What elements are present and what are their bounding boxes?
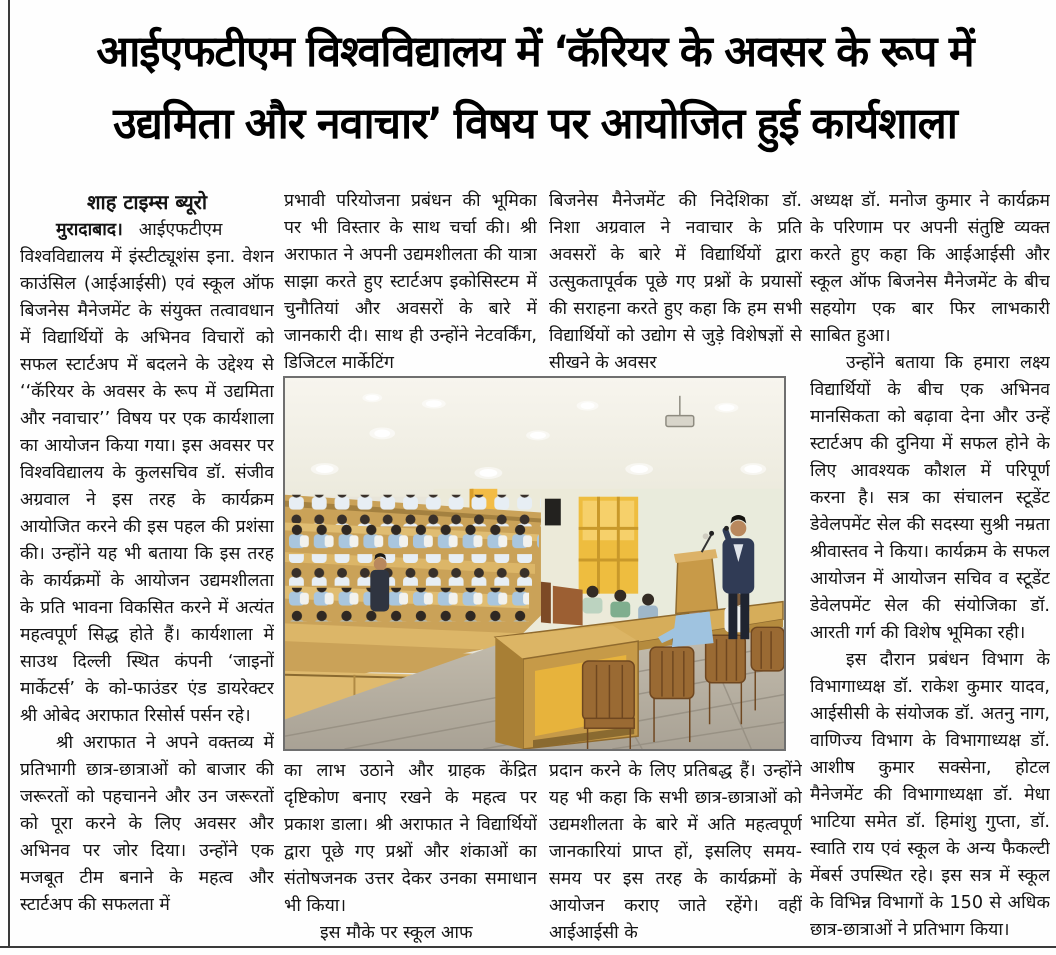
left-border-rule <box>8 0 10 948</box>
paragraph: इस मौके पर स्कूल आफ <box>320 923 473 943</box>
paragraph: अध्यक्ष डॉ. मनोज कुमार ने कार्यक्रम के परिणाम पर अपनी संतुष्टि व्यक्त करते हुए कहा कि आईआईसी और स्कूल ऑफ बिजनेस मैनेजमेंट के बीच सहयोग एक बार फिर लाभकारी साबित हुआ। <box>810 191 1050 346</box>
column-3-bottom <box>549 758 802 946</box>
headline-line2: उद्यमिता और नवाचार’ विषय पर आयोजित हुई कार्यशाला <box>113 99 957 149</box>
paragraph <box>20 217 274 730</box>
column-3-top <box>549 188 802 372</box>
headline <box>22 16 1048 176</box>
column-4 <box>810 188 1050 946</box>
paragraph: बिजनेस मैनेजमेंट की निदेशिका डॉ. निशा अग्रवाल ने नवाचार के प्रति अवसरों के बारे में विद्यार्थियों द्वारा उत्सुकतापूर्वक पूछे गए प्रश्नों के प्रयासों की सराहना करते हुए कहा कि हम सभी विद्यार्थियों को उद्योग से जुड़े विशेषज्ञों से सीखने के अवसर <box>549 191 802 372</box>
paragraph: इस दौरान प्रबंधन विभाग के विभागाध्यक्ष डॉ. राकेश कुमार यादव, आईसीसी के संयोजक डॉ. अतनु नाग, वाणिज्य विभाग के विभागाध्यक्ष डॉ. आशीष कुमार सक्सेना, होटल मैनेजमेंट की विभागाध्यक्षा डॉ. मेधा भाटिया समेत डॉ. हिमांशु गुप्ता, डॉ. स्वाति राय एवं स्कूल के अन्य फैकल्टी मेंबर्स उपस्थित रहे। इस सत्र में स्कूल के विभिन्न विभागों के 150 से अधिक छात्र-छात्राओं ने प्रतिभाग किया। <box>810 650 1050 940</box>
column-2-bottom <box>284 758 537 946</box>
paragraph: प्रदान करने के लिए प्रतिबद्ध हैं। उन्होंने यह भी कहा कि सभी छात्र-छात्राओं को उद्यमशीलता के बारे में अति महत्वपूर्ण जानकारियां प्राप्त हों, इसलिए समय-समय पर इस तरह के कार्यक्रमों के आयोजन कराए जाते रहेंगे। वहीं आईआईसी के <box>549 761 802 943</box>
column-2-top <box>284 188 537 372</box>
byline: शाह टाइम्स ब्यूरो <box>86 190 208 214</box>
paragraph: प्रभावी परियोजना प्रबंधन की भूमिका पर भी विस्तार के साथ चर्चा की। श्री अराफात ने अपनी उद्यमशीलता की यात्रा साझा करते हुए स्टार्टअप इकोसिस्टम में चुनौतियां और अवसरों के बारे में जानकारी दी। साथ ही उन्होंने नेटवर्किंग, डिजिटल मार्केटिंग <box>284 191 537 372</box>
column-1 <box>20 188 274 946</box>
bottom-border-rule <box>0 946 1056 948</box>
wall-speaker-box <box>545 499 561 526</box>
paragraph: उन्होंने बताया कि हमारा लक्ष्य विद्यार्थियों के बीच एक अभिनव मानसिकता को बढ़ावा देना और उन्हें स्टार्टअप की दुनिया में सफल होने के लिए आवश्यक कौशल में परिपूर्ण करना है। सत्र का संचालन स्टूडेंट डेवेलपमेंट सेल की सदस्या सुश्री नम्रता श्रीवास्तव ने किया। कार्यक्रम के सफल आयोजन में आयोजन सचिव व स्टूडेंट डेवेलपमेंट सेल की संयोजिका डॉ. आरती गर्ग की विशेष भूमिका रही। <box>810 353 1050 643</box>
lecture-hall-illustration <box>285 378 784 749</box>
paragraph-text: आईएफटीएम विश्वविद्यालय में इंस्टीट्यूशंस इना. वेशन काउंसिल (आईआईसी) एवं स्कूल ऑफ बिजनेस मैनेजमेंट के संयुक्त तत्वावधान में विद्यार्थियों के अभिनव विचारों को सफल स्टार्टअप में बदलने के उद्देश्य से ‘‘कॅरियर के अवसर के रूप में उद्यमिता और नवाचार’’ विषय पर एक कार्यशाला का आयोजन किया गया। इस अवसर पर विश्वविद्यालय के कुलसचिव डॉ. संजीव अग्रवाल ने इस तरह के कार्यक्रम आयोजित करने की इस पहल की प्रशंसा की। उन्होंने यह भी बताया कि इस तरह के कार्यक्रमों के आयोजन उद्यमशीलता के प्रति भावना विकसित करने में अत्यंत महत्वपूर्ण सिद्ध होते हैं। कार्यशाला में साउथ दिल्ली स्थित कंपनी ‘जाइनों मार्केटर्स’ के को-फाउंडर एंड डायरेक्टर श्री ओबेद अराफात रिसोर्स पर्सन रहे। <box>20 220 274 726</box>
workshop-photo <box>283 376 786 751</box>
paragraph: का लाभ उठाने और ग्राहक केंद्रित दृष्टिकोण बनाए रखने के महत्व पर प्रकाश डाला। श्री अराफात ने विद्यार्थियों द्वारा पूछे गए प्रश्नों और शंकाओं का संतोषजनक उत्तर देकर उनका समाधान भी किया। <box>284 761 537 916</box>
paragraph: श्री अराफात ने अपने वक्तव्य में प्रतिभागी छात्र-छात्राओं को बाजार की जरूरतों को पहचानने और उन जरूरतों को पूरा करने के लिए अवसर और अभिनव पर जोर दिया। उन्होंने एक मजबूत टीम बनाने के महत्व और स्टार्टअप की सफलता में <box>20 733 274 915</box>
headline-line1: आईएफटीएम विश्वविद्यालय में ‘कॅरियर के अवसर के रूप में <box>96 27 974 77</box>
dateline: मुरादाबाद। <box>56 220 123 240</box>
yellow-window <box>579 497 639 594</box>
